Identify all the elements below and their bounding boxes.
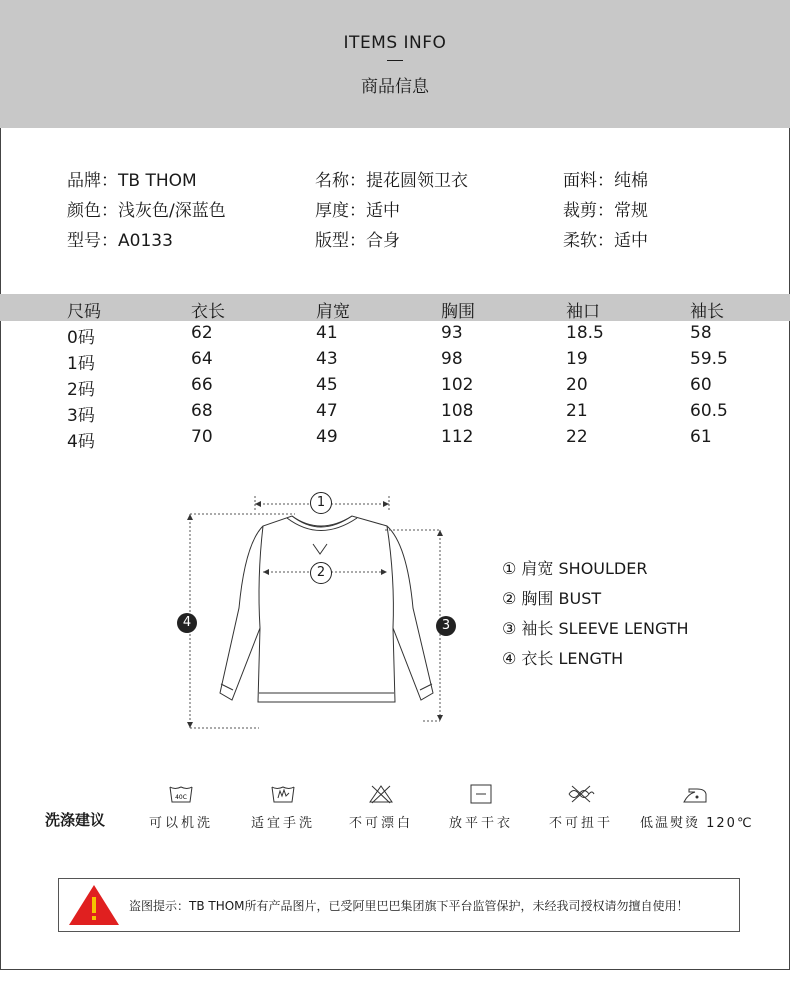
copyright-warning (58, 878, 740, 932)
size-cell: 49 (316, 427, 338, 447)
marker-sleeve: 3 (436, 616, 456, 636)
legend-length: ④ 衣长 LENGTH (502, 649, 624, 668)
size-header-cell: 袖口 (566, 302, 600, 322)
size-cell: 60.5 (690, 401, 728, 421)
size-cell: 70 (191, 427, 213, 447)
header-divider (387, 60, 403, 61)
info-color: 颜色：浅灰色/深蓝色 (67, 201, 226, 221)
info-brand: 品牌：TB THOM (67, 171, 197, 191)
care-label: 不可漂白 (348, 816, 413, 831)
legend-shoulder: ① 肩宽 SHOULDER (502, 559, 648, 578)
care-machine-wash (126, 784, 236, 831)
size-header-cell: 胸围 (441, 302, 475, 322)
header-title-cn: 商品信息 (361, 77, 429, 97)
info-model: 型号：A0133 (67, 231, 173, 251)
info-thickness: 厚度：适中 (315, 201, 400, 221)
size-cell: 1码 (67, 354, 95, 374)
info-fit: 版型：合身 (315, 231, 400, 251)
size-cell: 41 (316, 323, 338, 343)
size-cell: 21 (566, 401, 588, 421)
size-cell: 60 (690, 375, 712, 395)
size-cell: 93 (441, 323, 463, 343)
info-cut: 裁剪：常规 (563, 201, 648, 221)
dry-flat-icon (468, 784, 494, 804)
size-cell: 20 (566, 375, 588, 395)
no-bleach-icon (368, 784, 394, 804)
care-label: 不可扭干 (548, 816, 613, 831)
hand-wash-icon (270, 784, 296, 804)
size-cell: 112 (441, 427, 474, 447)
size-cell: 61 (690, 427, 712, 447)
size-cell: 66 (191, 375, 213, 395)
info-softness: 柔软：适中 (563, 231, 648, 251)
size-table-header-bar (0, 294, 790, 321)
care-no-wring (526, 784, 636, 831)
warning-text: 盗图提示：TB THOM所有产品图片，已受阿里巴巴集团旗下平台监管保护，未经我司授权请勿擅自使用！ (129, 899, 689, 913)
size-cell: 59.5 (690, 349, 728, 369)
size-cell: 3码 (67, 406, 95, 426)
no-wring-icon (566, 784, 596, 804)
size-cell: 19 (566, 349, 588, 369)
size-cell: 98 (441, 349, 463, 369)
marker-length: 4 (177, 613, 197, 633)
care-label: 低温熨烫 120℃ (640, 816, 754, 831)
machine-wash-40c-icon (168, 784, 194, 804)
frame-bottom-line (0, 969, 790, 970)
size-header-cell: 衣长 (191, 302, 225, 322)
size-header-cell: 袖长 (690, 302, 724, 322)
info-name: 名称：提花圆领卫衣 (315, 171, 468, 191)
size-cell: 68 (191, 401, 213, 421)
care-label: 放平干衣 (448, 816, 513, 831)
size-cell: 43 (316, 349, 338, 369)
care-dry-flat (426, 784, 536, 831)
marker-shoulder: 1 (310, 492, 332, 514)
sweater-outline (175, 488, 465, 738)
page-header (0, 0, 790, 128)
low-iron-icon (681, 784, 709, 804)
legend-bust: ② 胸围 BUST (502, 589, 602, 608)
care-no-bleach (326, 784, 436, 831)
size-header-cell: 尺码 (67, 302, 101, 322)
size-cell: 22 (566, 427, 588, 447)
care-label: 可以机洗 (148, 816, 213, 831)
care-title: 洗涤建议 (45, 811, 106, 829)
legend-sleeve-length: ③ 袖长 SLEEVE LENGTH (502, 619, 689, 638)
size-cell: 47 (316, 401, 338, 421)
svg-text:40C: 40C (175, 794, 187, 801)
size-cell: 58 (690, 323, 712, 343)
frame-left-line (0, 128, 1, 970)
size-cell: 102 (441, 375, 474, 395)
size-header-cell: 肩宽 (316, 302, 350, 322)
info-fabric: 面料：纯棉 (563, 171, 648, 191)
warning-triangle-icon (67, 883, 121, 927)
size-cell: 18.5 (566, 323, 604, 343)
size-cell: 108 (441, 401, 474, 421)
care-low-iron (640, 784, 754, 831)
size-cell: 0码 (67, 328, 95, 348)
size-cell: 64 (191, 349, 213, 369)
header-title-en: ITEMS INFO (343, 33, 447, 53)
care-hand-wash (228, 784, 338, 831)
size-cell: 2码 (67, 380, 95, 400)
size-cell: 45 (316, 375, 338, 395)
care-label: 适宜手洗 (250, 816, 315, 831)
garment-diagram (175, 488, 465, 738)
marker-bust: 2 (310, 562, 332, 584)
size-cell: 4码 (67, 432, 95, 452)
size-cell: 62 (191, 323, 213, 343)
